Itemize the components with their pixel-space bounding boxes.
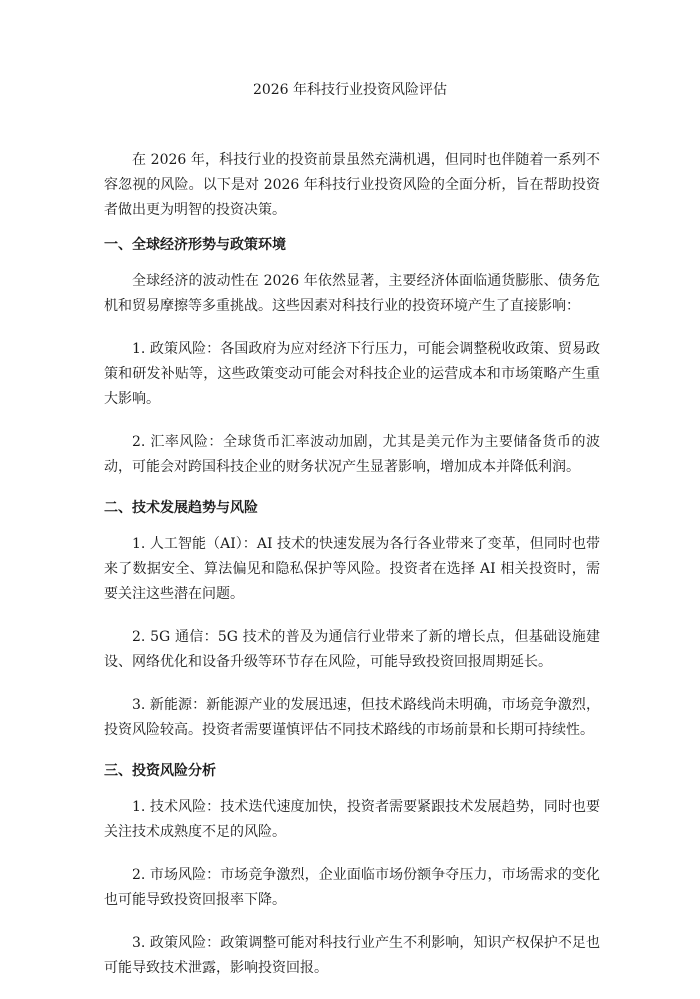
section-heading: 一、全球经济形势与政策环境 xyxy=(104,237,286,253)
section-paragraph: 3. 政策风险：政策调整可能对科技行业产生不利影响，知识产权保护不足也可能导致技术泄露，影响投资回报。 xyxy=(104,935,600,976)
section-3 xyxy=(104,761,600,981)
section-paragraph: 1. 政策风险：各国政府为应对经济下行压力，可能会调整税收政策、贸易政策和研发补贴等，这些政策变动可能会对科技企业的运营成本和市场策略产生重大影响。 xyxy=(104,341,600,407)
section-1 xyxy=(104,235,600,480)
section-paragraph: 2. 汇率风险：全球货币汇率波动加剧，尤其是美元作为主要储备货币的波动，可能会对跨国科技企业的财务状况产生显著影响，增加成本并降低利润。 xyxy=(104,434,600,475)
section-paragraph: 1. 人工智能（AI）：AI 技术的快速发展为各行各业带来了变革，但同时也带来了数据安全、算法偏见和隐私保护等风险。投资者在选择 AI 相关投资时，需要关注这些潜在问题。 xyxy=(104,536,600,602)
section-paragraph: 全球经济的波动性在 2026 年依然显著，主要经济体面临通货膨胀、债务危机和贸易摩擦等多重挑战。这些因素对科技行业的投资环境产生了直接影响： xyxy=(104,273,600,314)
section-paragraph: 2. 5G 通信：5G 技术的普及为通信行业带来了新的增长点，但基础设施建设、网络优化和设备升级等环节存在风险，可能导致投资回报周期延长。 xyxy=(104,629,600,670)
document-title: 2026 年科技行业投资风险评估 xyxy=(252,82,448,98)
section-paragraph: 3. 新能源：新能源产业的发展迅速，但技术路线尚未明确，市场竞争激烈，投资风险较高。投资者需要谨慎评估不同技术路线的市场前景和长期可持续性。 xyxy=(104,697,600,738)
section-2 xyxy=(104,498,600,743)
section-paragraph: 1. 技术风险：技术迭代速度加快，投资者需要紧跟技术发展趋势，同时也要关注技术成熟度不足的风险。 xyxy=(104,799,600,840)
section-heading: 二、技术发展趋势与风险 xyxy=(104,500,258,516)
section-paragraph: 2. 市场风险：市场竞争激烈，企业面临市场份额争夺压力，市场需求的变化也可能导致投资回报率下降。 xyxy=(104,867,600,908)
intro-paragraph: 在 2026 年，科技行业的投资前景虽然充满机遇，但同时也伴随着一系列不容忽视的风险。以下是对 2026 年科技行业投资风险的全面分析，旨在帮助投资者做出更为明智的投资决策。 xyxy=(104,152,600,218)
document-body xyxy=(104,148,600,999)
section-heading: 三、投资风险分析 xyxy=(104,763,216,779)
